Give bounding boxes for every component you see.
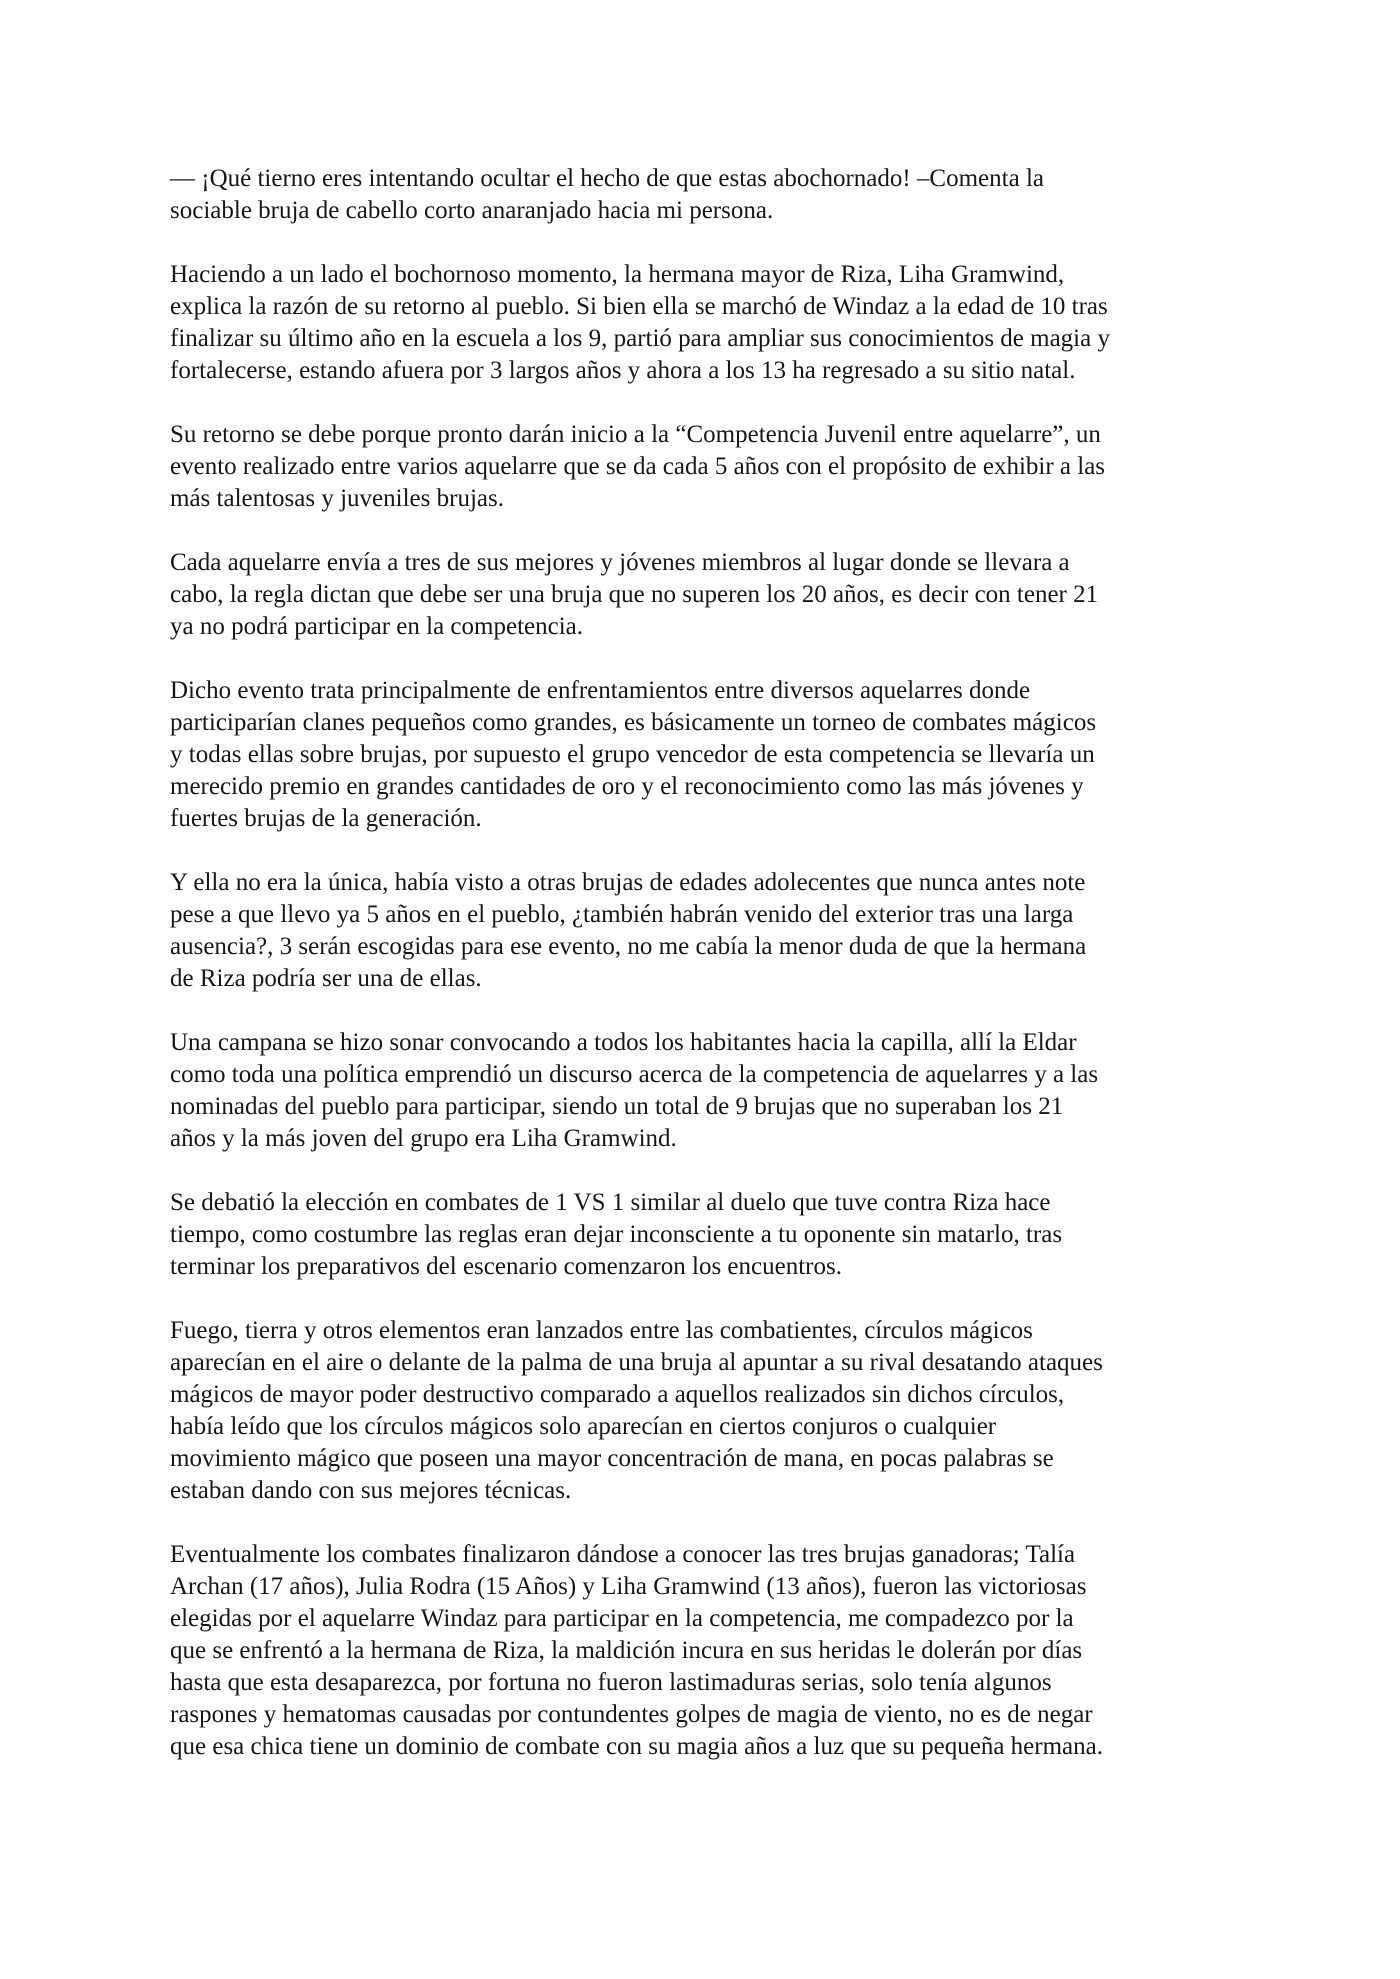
text-line: más talentosas y juveniles brujas. (170, 485, 504, 512)
paragraph-6 (170, 867, 1240, 995)
text-line: sociable bruja de cabello corto anaranjado hacia mi persona. (170, 197, 774, 224)
text-line: cabo, la regla dictan que debe ser una bruja que no superen los 20 años, es decir con tener 21 (170, 581, 1099, 608)
text-line: explica la razón de su retorno al pueblo. Si bien ella se marchó de Windaz a la edad de 10 tras (170, 293, 1108, 320)
text-line: tiempo, como costumbre las reglas eran dejar inconsciente a tu oponente sin matarlo, tras (170, 1221, 1063, 1248)
text-line: terminar los preparativos del escenario comenzaron los encuentros. (170, 1253, 842, 1280)
text-line: que se enfrentó a la hermana de Riza, la maldición incura en sus heridas le dolerán por días (170, 1637, 1083, 1664)
text-line: Eventualmente los combates finalizaron dándose a conocer las tres brujas ganadoras; Talía (170, 1541, 1076, 1568)
text-line: Su retorno se debe porque pronto darán inicio a la “Competencia Juvenil entre aquelarre”, un (170, 421, 1101, 448)
text-line: evento realizado entre varios aquelarre que se da cada 5 años con el propósito de exhibir a las (170, 453, 1106, 480)
text-line: movimiento mágico que poseen una mayor concentración de mana, en pocas palabras se (170, 1445, 1054, 1472)
text-line: como toda una política emprendió un discurso acerca de la competencia de aquelarres y a las (170, 1061, 1099, 1088)
text-line: nominadas del pueblo para participar, siendo un total de 9 brujas que no superaban los 21 (170, 1093, 1064, 1120)
text-line: Se debatió la elección en combates de 1 VS 1 similar al duelo que tuve contra Riza hace (170, 1189, 1051, 1216)
text-line: Fuego, tierra y otros elementos eran lanzados entre las combatientes, círculos mágicos (170, 1317, 1033, 1344)
text-line: Una campana se hizo sonar convocando a todos los habitantes hacia la capilla, allí la Eldar (170, 1029, 1077, 1056)
text-line: mágicos de mayor poder destructivo comparado a aquellos realizados sin dichos círculos, (170, 1381, 1065, 1408)
text-line: de Riza podría ser una de ellas. (170, 965, 482, 992)
text-line: raspones y hematomas causadas por contundentes golpes de magia de viento, no es de negar (170, 1701, 1093, 1728)
text-line: ya no podrá participar en la competencia. (170, 613, 584, 640)
text-line: Y ella no era la única, había visto a otras brujas de edades adolecentes que nunca antes note (170, 869, 1086, 896)
text-line: estaban dando con sus mejores técnicas. (170, 1477, 572, 1504)
text-line: que esa chica tiene un dominio de combate con su magia años a luz que su pequeña hermana. (170, 1733, 1103, 1760)
paragraph-8 (170, 1187, 1240, 1283)
paragraph-7 (170, 1027, 1240, 1155)
text-line: Haciendo a un lado el bochornoso momento, la hermana mayor de Riza, Liha Gramwind, (170, 261, 1065, 288)
text-line: finalizar su último año en la escuela a los 9, partió para ampliar sus conocimientos de magia y (170, 325, 1110, 352)
text-line: había leído que los círculos mágicos solo aparecían en ciertos conjuros o cualquier (170, 1413, 997, 1440)
paragraph-9 (170, 1315, 1240, 1507)
paragraph-2 (170, 259, 1240, 387)
text-line: participarían clanes pequeños como grandes, es básicamente un torneo de combates mágicos (170, 709, 1097, 736)
text-line: Archan (17 años), Julia Rodra (15 Años) y Liha Gramwind (13 años), fueron las victoriosas (170, 1573, 1087, 1600)
paragraph-3 (170, 419, 1240, 515)
text-line: años y la más joven del grupo era Liha Gramwind. (170, 1125, 677, 1152)
document-page (170, 163, 1240, 1795)
text-line: Cada aquelarre envía a tres de sus mejores y jóvenes miembros al lugar donde se llevara a (170, 549, 1070, 576)
text-line: ausencia?, 3 serán escogidas para ese evento, no me cabía la menor duda de que la hermana (170, 933, 1087, 960)
text-line: pese a que llevo ya 5 años en el pueblo, ¿también habrán venido del exterior tras una larga (170, 901, 1074, 928)
paragraph-10 (170, 1539, 1240, 1763)
paragraph-4 (170, 547, 1240, 643)
paragraph-5 (170, 675, 1240, 835)
text-line: merecido premio en grandes cantidades de oro y el reconocimiento como las más jóvenes y (170, 773, 1084, 800)
text-line: — ¡Qué tierno eres intentando ocultar el hecho de que estas abochornado! –Comenta la (170, 165, 1044, 192)
text-line: Dicho evento trata principalmente de enfrentamientos entre diversos aquelarres donde (170, 677, 1031, 704)
text-line: y todas ellas sobre brujas, por supuesto el grupo vencedor de esta competencia se llevaría un (170, 741, 1095, 768)
text-line: aparecían en el aire o delante de la palma de una bruja al apuntar a su rival desatando ataques (170, 1349, 1103, 1376)
text-line: elegidas por el aquelarre Windaz para participar en la competencia, me compadezco por la (170, 1605, 1074, 1632)
paragraph-1 (170, 163, 1240, 227)
text-line: fortalecerse, estando afuera por 3 largos años y ahora a los 13 ha regresado a su sitio natal. (170, 357, 1076, 384)
text-line: hasta que esta desaparezca, por fortuna no fueron lastimaduras serias, solo tenía algunos (170, 1669, 1052, 1696)
text-line: fuertes brujas de la generación. (170, 805, 482, 832)
